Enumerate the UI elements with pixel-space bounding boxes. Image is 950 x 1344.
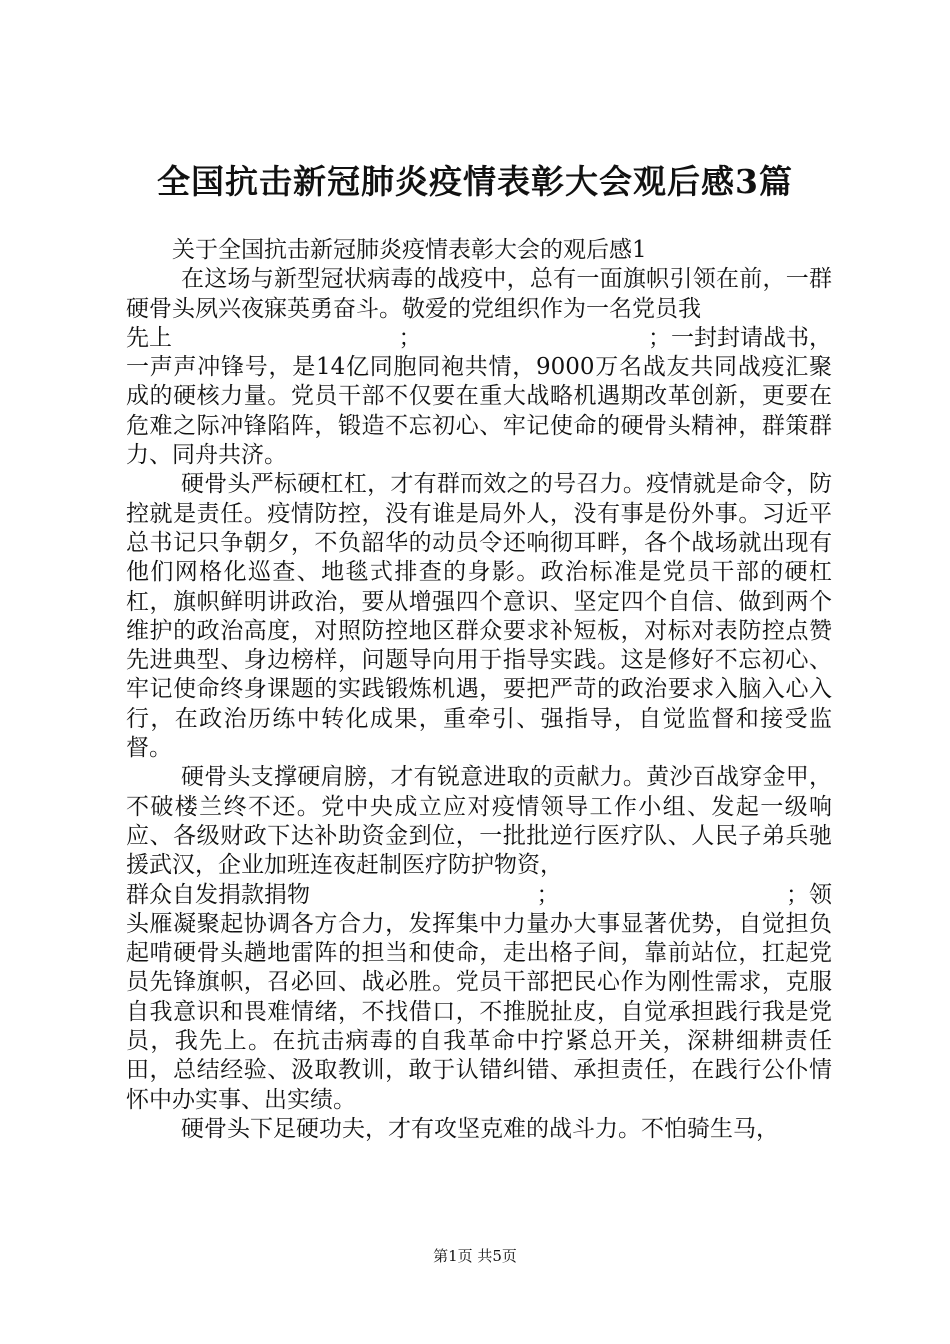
paragraph-1-gap-start: 先上: [126, 324, 172, 351]
document-body: [126, 236, 832, 1144]
paragraph-3-gap-mid: ；: [536, 881, 560, 908]
paragraph-3-gap-start: 群众自发捐款捐物: [126, 881, 310, 908]
paragraph-1-text-a: 在这场与新型冠状病毒的战疫中，总有一面旗帜引领在前，一群硬骨头夙兴夜寐英勇奋斗。敬爱的党组织作为一名党员我: [126, 266, 832, 322]
paragraph-1: [126, 265, 832, 324]
paragraph-4: 硬骨头下足硬功夫，才有攻坚克难的战斗力。不怕骑生马，: [181, 1115, 779, 1142]
paragraph-1-gap-mid: ；: [398, 324, 422, 351]
paragraph-1-gap-line: [126, 324, 832, 353]
paragraph-1-continued: 一声声冲锋号，是14亿同胞同袍共情，9000万名战友共同战疫汇聚成的硬核力量。党员干部不仅要在重大战略机遇期改革创新，更要在危难之际冲锋陷阵，锻造不忘初心、牢记使命的硬骨头精神，群策群力、同舟共济。: [126, 354, 832, 469]
paragraph-3-continued: 头雁凝聚起协调各方合力，发挥集中力量办大事显著优势，自觉担负起啃硬骨头趟地雷阵的担当和使命，走出格子间，靠前站位，扛起党员先锋旗帜，召必回、战必胜。党员干部把民心作为刚性需求，克服自我意识和畏难情绪，不找借口，不推脱扯皮，自觉承担践行我是党员，我先上。在抗击病毒的自我革命中拧紧总开关，深耕细耕责任田，总结经验、汲取教训，敢于认错纠错、承担责任，在践行公仆情怀中办实事、出实绩。: [126, 910, 832, 1113]
page-footer: 第1页 共5页: [433, 1247, 517, 1265]
document-title: 全国抗击新冠肺炎疫情表彰大会观后感3篇: [157, 162, 793, 201]
paragraph-3-gap-line: [126, 881, 832, 910]
paragraph-3-gap-end: ；领: [786, 881, 832, 908]
paragraph-3: 硬骨头支撑硬肩膀，才有锐意进取的贡献力。黄沙百战穿金甲，不破楼兰终不还。党中央成立应对疫情领导工作小组、发起一级响应、各级财政下达补助资金到位，一批批逆行医疗队、人民子弟兵驰援武汉，企业加班连夜赶制医疗防护物资，: [126, 764, 832, 879]
document-subtitle: 关于全国抗击新冠肺炎疫情表彰大会的观后感1: [172, 237, 647, 263]
paragraph-2: 硬骨头严标硬杠杠，才有群而效之的号召力。疫情就是命令，防控就是责任。疫情防控，没有谁是局外人，没有事是份外事。习近平总书记只争朝夕，不负韶华的动员令还响彻耳畔，各个战场就出现有他们网格化巡查、地毯式排查的身影。政治标准是党员干部的硬杠杠，旗帜鲜明讲政治，要从增强四个意识、坚定四个自信、做到两个维护的政治高度，对照防控地区群众要求补短板，对标对表防控点赞先进典型、身边榜样，问题导向用于指导实践。这是修好不忘初心、牢记使命终身课题的实践锻炼机遇，要把严苛的政治要求入脑入心入行，在政治历练中转化成果，重牵引、强指导，自觉监督和接受监督。: [126, 471, 832, 762]
paragraph-1-gap-end: ；一封封请战书，: [648, 324, 832, 351]
